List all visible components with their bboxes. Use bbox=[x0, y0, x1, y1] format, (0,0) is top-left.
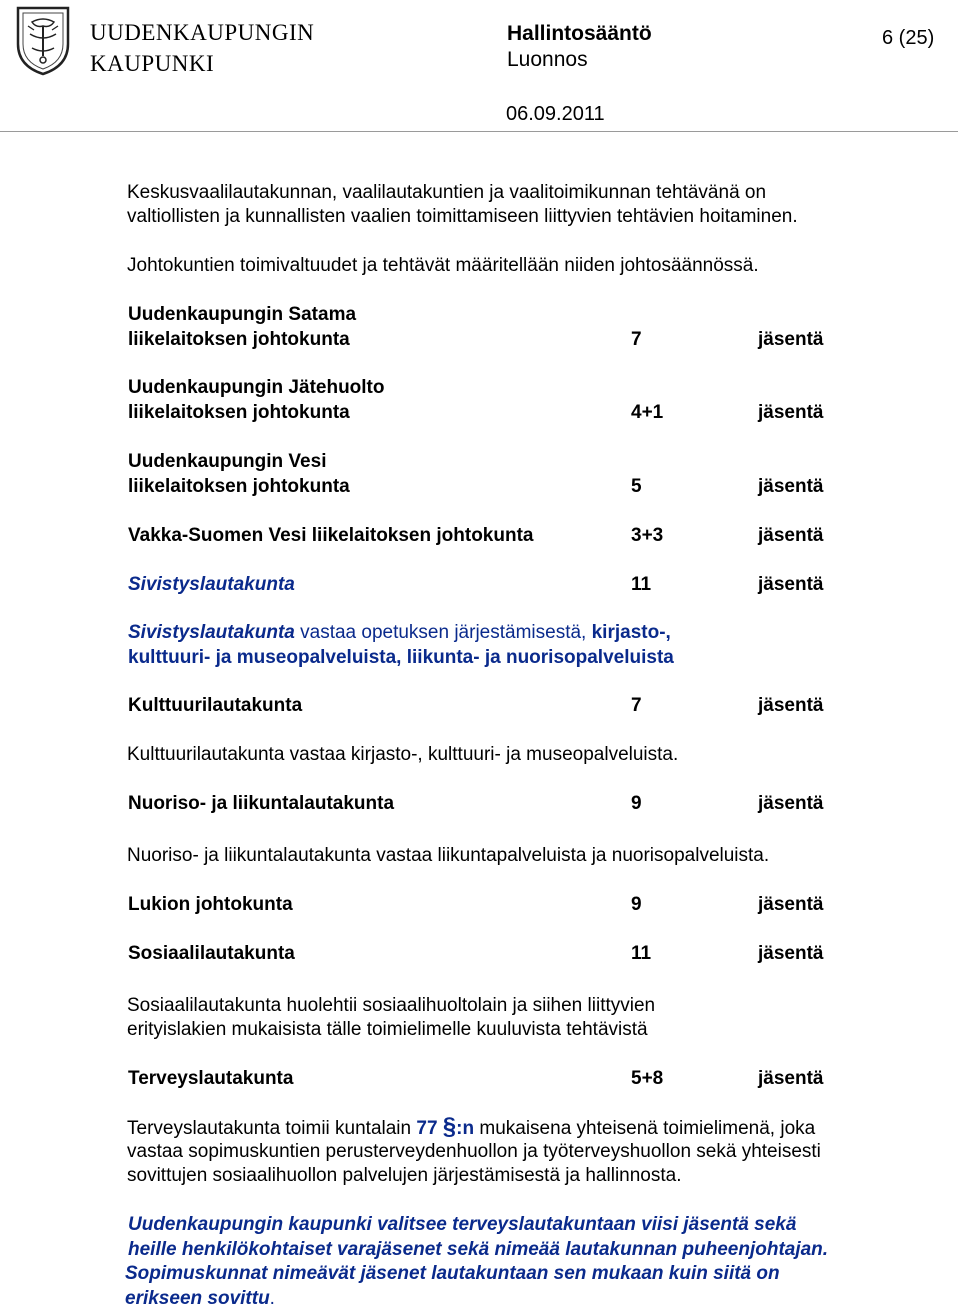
final-note-line bbox=[125, 1287, 275, 1311]
section-sign: § bbox=[442, 1113, 457, 1140]
board-name: liikelaitoksen johtokunta bbox=[128, 402, 350, 423]
header-divider bbox=[0, 131, 958, 132]
board-description-lead: Sivistyslautakunta bbox=[128, 622, 295, 643]
board-description: vastaa sopimuskuntien perusterveydenhuollon ja työterveyshuollon sekä yhteisesti bbox=[127, 1141, 821, 1162]
board-member-count: 4+1 bbox=[631, 402, 664, 423]
board-name: Lukion johtokunta bbox=[128, 894, 293, 915]
board-member-unit: jäsentä bbox=[758, 329, 824, 350]
board-description-text: Terveyslautakunta toimii kuntalain bbox=[127, 1118, 417, 1139]
page-number: 6 (25) bbox=[882, 27, 935, 49]
final-note-line: heille henkilökohtaiset varajäsenet sekä nimeää lautakunnan puheenjohtajan. bbox=[128, 1239, 829, 1260]
final-note-line: Sopimuskunnat nimeävät jäsenet lautakuntaan sen mukaan kuin siitä on bbox=[125, 1263, 780, 1284]
board-description: Nuoriso- ja liikuntalautakunta vastaa liikuntapalveluista ja nuorisopalveluista. bbox=[127, 845, 770, 866]
document-subtitle: Luonnos bbox=[507, 48, 588, 71]
document-date: 06.09.2011 bbox=[506, 103, 605, 125]
board-description-text: mukaisena yhteisenä toimielimenä, joka bbox=[474, 1118, 816, 1139]
board-name: Vakka-Suomen Vesi liikelaitoksen johtokunta bbox=[128, 525, 534, 546]
board-name: Kulttuurilautakunta bbox=[128, 695, 303, 716]
intro-paragraph-line: Keskusvaalilautakunnan, vaalilautakuntien ja vaalitoimikunnan tehtävänä on bbox=[127, 182, 767, 203]
board-member-unit: jäsentä bbox=[758, 476, 824, 497]
board-member-count: 7 bbox=[631, 329, 642, 350]
org-name-line1: UUDENKAUPUNGIN bbox=[90, 20, 315, 45]
board-name: liikelaitoksen johtokunta bbox=[128, 329, 350, 350]
board-member-count: 7 bbox=[631, 695, 642, 716]
intro-paragraph-line: valtiollisten ja kunnallisten vaalien toimittamiseen liittyvien tehtävien hoitaminen. bbox=[127, 206, 798, 227]
org-name-line2: KAUPUNKI bbox=[90, 51, 215, 76]
board-name: Uudenkaupungin Jätehuolto bbox=[128, 377, 385, 398]
intro-paragraph: Johtokuntien toimivaltuudet ja tehtävät määritellään niiden johtosäännössä. bbox=[127, 255, 759, 276]
final-note-line: Uudenkaupungin kaupunki valitsee terveyslautakuntaan viisi jäsentä sekä bbox=[128, 1214, 797, 1235]
final-note-text: erikseen sovittu bbox=[125, 1288, 270, 1309]
coat-of-arms-icon bbox=[14, 4, 72, 76]
board-name: Nuoriso- ja liikuntalautakunta bbox=[128, 793, 395, 814]
board-description: Kulttuurilautakunta vastaa kirjasto-, kulttuuri- ja museopalveluista. bbox=[127, 744, 679, 765]
board-description-emphasis: kirjasto-, bbox=[591, 622, 671, 643]
board-description: Sosiaalilautakunta huolehtii sosiaalihuoltolain ja siihen liittyvien bbox=[127, 995, 656, 1016]
board-member-unit: jäsentä bbox=[758, 695, 824, 716]
board-member-count: 11 bbox=[631, 943, 652, 964]
board-name: Sivistyslautakunta bbox=[128, 574, 295, 595]
board-member-count: 9 bbox=[631, 894, 642, 915]
law-section-suffix: :n bbox=[456, 1118, 475, 1139]
board-description: sovittujen sosiaalihuollon palvelujen järjestämisestä ja hallinnosta. bbox=[127, 1165, 682, 1186]
board-member-unit: jäsentä bbox=[758, 1068, 824, 1089]
board-member-count: 9 bbox=[631, 793, 642, 814]
board-name: Uudenkaupungin Vesi bbox=[128, 451, 327, 472]
board-description: erityislakien mukaisista tälle toimielimelle kuuluvista tehtävistä bbox=[127, 1019, 648, 1040]
document-title: Hallintosääntö bbox=[507, 22, 652, 45]
law-section-number: 77 bbox=[416, 1118, 443, 1139]
board-member-unit: jäsentä bbox=[758, 574, 824, 595]
board-member-count: 3+3 bbox=[631, 525, 664, 546]
board-description-text: vastaa opetuksen järjestämisestä, bbox=[294, 622, 592, 643]
board-member-unit: jäsentä bbox=[758, 402, 824, 423]
board-member-count: 5+8 bbox=[631, 1068, 664, 1089]
board-name: Sosiaalilautakunta bbox=[128, 943, 295, 964]
board-description bbox=[127, 1115, 815, 1141]
final-note-period: . bbox=[269, 1288, 275, 1309]
board-member-unit: jäsentä bbox=[758, 525, 824, 546]
board-name: Terveyslautakunta bbox=[128, 1068, 294, 1089]
board-member-unit: jäsentä bbox=[758, 943, 824, 964]
board-description-emphasis: kulttuuri- ja museopalveluista, liikunta- ja nuorisopalveluista bbox=[128, 647, 674, 668]
board-name: Uudenkaupungin Satama bbox=[128, 304, 357, 325]
board-member-count: 5 bbox=[631, 476, 642, 497]
board-description bbox=[128, 621, 671, 645]
board-name: liikelaitoksen johtokunta bbox=[128, 476, 350, 497]
board-member-unit: jäsentä bbox=[758, 894, 824, 915]
board-member-unit: jäsentä bbox=[758, 793, 824, 814]
board-member-count: 11 bbox=[631, 574, 652, 595]
